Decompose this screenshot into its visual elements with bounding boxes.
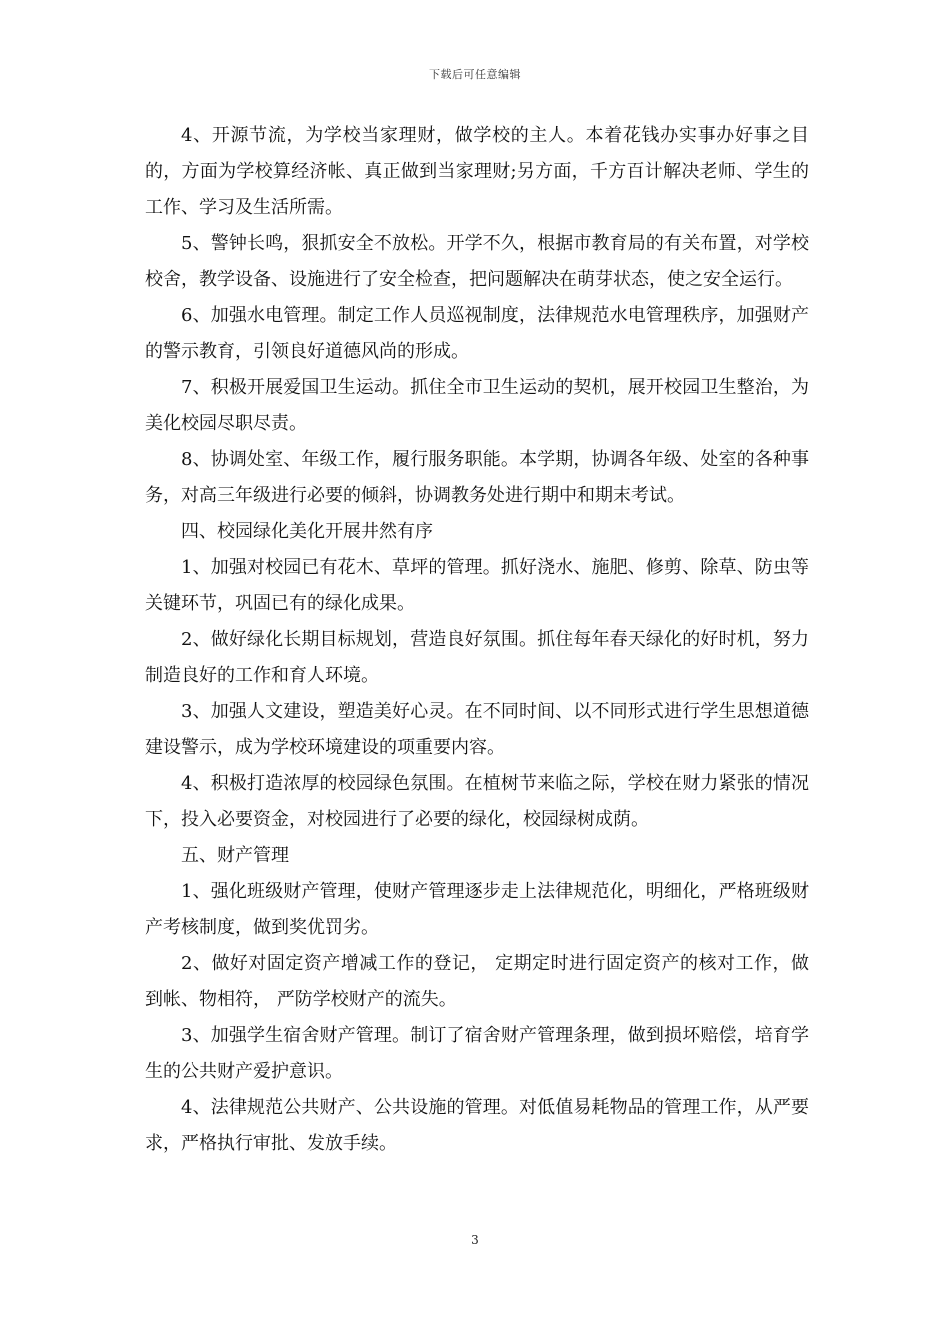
paragraph-property-2: 2、做好对固定资产增减工作的登记， 定期定时进行固定资产的核对工作，做到帐、物相符， 严防学校财产的流失。 — [145, 953, 809, 1010]
page-header: 下载后可任意编辑 — [429, 68, 521, 81]
paragraph-property-4: 4、法律规范公共财产、公共设施的管理。对低值易耗物品的管理工作，从严要求，严格执行审批、发放手续。 — [145, 1097, 809, 1154]
page-number: 3 — [471, 1233, 479, 1247]
paragraph-hygiene: 7、积极开展爱国卫生运动。抓住全市卫生运动的契机，展开校园卫生整治，为美化校园尽职尽责。 — [145, 377, 809, 434]
paragraph-property-1: 1、强化班级财产管理，使财产管理逐步走上法律规范化，明细化，严格班级财产考核制度，做到奖优罚劣。 — [145, 881, 809, 938]
paragraph-greening-1: 1、加强对校园已有花木、草坪的管理。抓好浇水、施肥、修剪、除草、防虫等关键环节，巩固已有的绿化成果。 — [145, 557, 809, 614]
paragraph-utilities: 6、加强水电管理。制定工作人员巡视制度，法律规范水电管理秩序，加强财产的警示教育，引领良好道德风尚的形成。 — [145, 305, 809, 362]
paragraph-budget: 4、开源节流，为学校当家理财，做学校的主人。本着花钱办实事办好事之目的，方面为学校算经济帐、真正做到当家理财;另方面，千方百计解决老师、学生的工作、学习及生活所需。 — [145, 125, 809, 218]
paragraph-safety: 5、警钟长鸣，狠抓安全不放松。开学不久，根据市教育局的有关布置，对学校校舍，教学设备、设施进行了安全检查，把问题解决在萌芽状态，使之安全运行。 — [145, 233, 809, 290]
section-heading-property: 五、财产管理 — [181, 845, 289, 866]
document-body — [145, 118, 809, 1162]
paragraph-greening-3: 3、加强人文建设，塑造美好心灵。在不同时间、以不同形式进行学生思想道德建设警示，成为学校环境建设的项重要内容。 — [145, 701, 809, 758]
paragraph-greening-4: 4、积极打造浓厚的校园绿色氛围。在植树节来临之际，学校在财力紧张的情况下，投入必要资金，对校园进行了必要的绿化，校园绿树成荫。 — [145, 773, 809, 830]
paragraph-property-3: 3、加强学生宿舍财产管理。制订了宿舍财产管理条理，做到损坏赔偿，培育学生的公共财产爱护意识。 — [145, 1025, 809, 1082]
paragraph-greening-2: 2、做好绿化长期目标规划，营造良好氛围。抓住每年春天绿化的好时机，努力制造良好的工作和育人环境。 — [145, 629, 809, 686]
paragraph-coordination: 8、协调处室、年级工作，履行服务职能。本学期，协调各年级、处室的各种事务，对高三年级进行必要的倾斜，协调教务处进行期中和期末考试。 — [145, 449, 809, 506]
section-heading-greening: 四、校园绿化美化开展井然有序 — [181, 521, 433, 542]
